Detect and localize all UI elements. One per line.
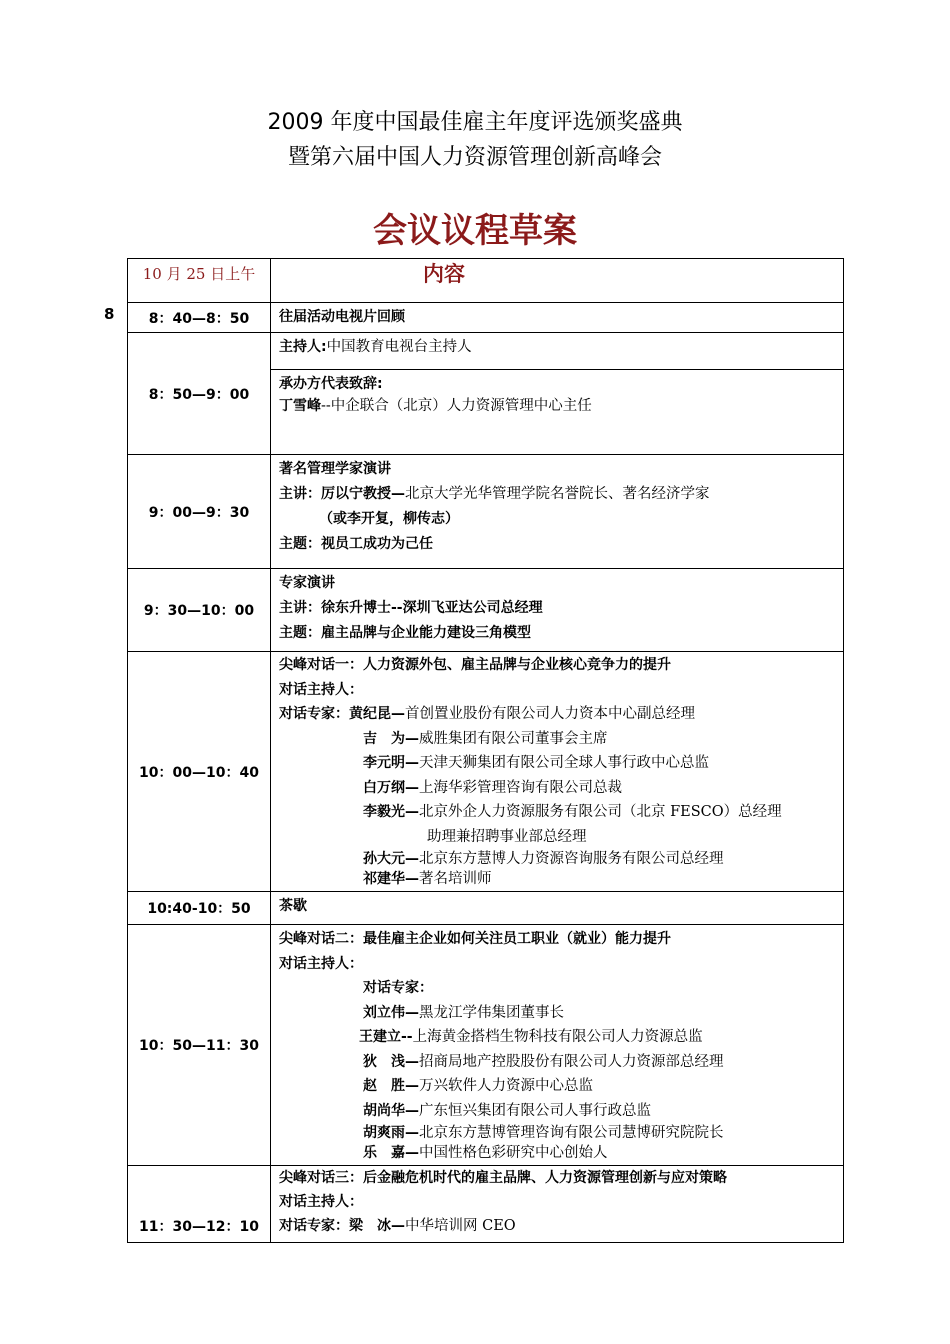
speech-label: 承办方代表致辞: bbox=[279, 376, 383, 392]
expert-desc: 中华培训网 CEO bbox=[405, 1218, 516, 1234]
agenda-title: 会议议程草案 bbox=[373, 211, 577, 251]
expert-name: 狄 浅— bbox=[363, 1053, 419, 1070]
expert-desc: 万兴软件人力资源中心总监 bbox=[419, 1078, 593, 1094]
expert-desc: 招商局地产控股股份有限公司人力资源部总经理 bbox=[419, 1053, 724, 1070]
expert-desc: 上海华彩管理咨询有限公司总裁 bbox=[419, 779, 622, 796]
speaker-line: 主讲：徐东升博士--深圳飞亚达公司总经理 bbox=[279, 600, 543, 616]
speaker-name: 丁雪峰 bbox=[279, 398, 321, 414]
expert-desc: 黑龙江学伟集团董事长 bbox=[419, 1004, 564, 1021]
expert-name: 吉 为— bbox=[363, 730, 419, 747]
alternative-speakers: （或李开复，柳传志） bbox=[319, 511, 459, 527]
experts-label: 对话专家： bbox=[363, 980, 433, 996]
experts-label: 对话专家： bbox=[279, 706, 349, 722]
expert-name: 胡尚华— bbox=[363, 1102, 419, 1119]
agenda-table bbox=[127, 258, 844, 1243]
table-row bbox=[128, 455, 843, 569]
expert-desc: 北京外企人力资源服务有限公司（北京 FESCO）总经理 bbox=[419, 804, 782, 820]
time-cell: 8：40—8：50 bbox=[128, 303, 271, 332]
time-cell: 9：30—10：00 bbox=[128, 569, 271, 651]
document-title-line1: 2009 年度中国最佳雇主年度评选颁奖盛典 bbox=[267, 110, 683, 135]
expert-name: 胡爽雨— bbox=[363, 1125, 419, 1141]
experts-label: 对话专家：梁 冰— bbox=[279, 1218, 405, 1234]
document-title-line2: 暨第六届中国人力资源管理创新高峰会 bbox=[287, 145, 662, 170]
session-topic: 主题：视员工成功为己任 bbox=[279, 536, 433, 552]
expert-desc: 著名培训师 bbox=[419, 871, 492, 887]
speaker-label: 主讲：厉以宁教授— bbox=[279, 486, 405, 502]
expert-name: 李毅光— bbox=[363, 804, 419, 820]
session-title: 尖峰对话三：后金融危机时代的雇主品牌、人力资源管理创新与应对策略 bbox=[279, 1170, 727, 1186]
date-header: 10 月 25 日上午 bbox=[128, 259, 271, 302]
session-title: 著名管理学家演讲 bbox=[279, 461, 391, 477]
margin-number: 8 bbox=[104, 305, 115, 323]
table-header-row bbox=[128, 259, 843, 303]
expert-desc: 广东恒兴集团有限公司人事行政总监 bbox=[419, 1102, 651, 1119]
host-label: 对话主持人： bbox=[279, 1194, 363, 1210]
table-row bbox=[128, 652, 843, 892]
expert-desc: 北京东方慧博人力资源咨询服务有限公司总经理 bbox=[419, 851, 724, 867]
expert-name: 白万纲— bbox=[363, 779, 419, 796]
expert-desc: 上海黄金搭档生物科技有限公司人力资源总监 bbox=[412, 1029, 703, 1045]
host-name: 中国教育电视台主持人 bbox=[326, 339, 472, 355]
session-title: 往届活动电视片回顾 bbox=[279, 309, 405, 325]
time-cell: 9：00—9：30 bbox=[128, 455, 271, 568]
table-row bbox=[128, 333, 843, 455]
session-title: 尖峰对话二：最佳雇主企业如何关注员工职业（就业）能力提升 bbox=[279, 931, 671, 947]
expert-name: 李元明— bbox=[363, 755, 419, 771]
expert-name: 祁建华— bbox=[363, 871, 419, 887]
table-row bbox=[128, 1166, 843, 1242]
expert-desc: 威胜集团有限公司董事会主席 bbox=[419, 730, 608, 747]
session-title: 专家演讲 bbox=[279, 575, 335, 591]
table-row bbox=[128, 925, 843, 1166]
time-cell: 10：00—10：40 bbox=[128, 652, 271, 891]
session-title: 茶歇 bbox=[279, 898, 307, 914]
expert-name: 黄纪昆— bbox=[349, 706, 405, 722]
expert-name: 赵 胜— bbox=[363, 1078, 419, 1094]
table-row bbox=[128, 303, 843, 333]
expert-name: 孙大元— bbox=[363, 851, 419, 867]
time-cell: 8：50—9：00 bbox=[128, 333, 271, 454]
host-label: 对话主持人： bbox=[279, 681, 363, 698]
host-label: 主持人: bbox=[279, 339, 327, 355]
expert-name: 乐 嘉— bbox=[363, 1145, 419, 1161]
content-header: 内容 bbox=[423, 261, 465, 286]
time-cell: 10:40-10：50 bbox=[128, 892, 271, 924]
table-row bbox=[128, 892, 843, 925]
table-row bbox=[128, 569, 843, 652]
expert-desc: 助理兼招聘事业部总经理 bbox=[427, 828, 587, 845]
expert-desc: 北京东方慧博管理咨询有限公司慧博研究院院长 bbox=[419, 1125, 724, 1141]
speaker-desc: --中企联合（北京）人力资源管理中心主任 bbox=[321, 398, 592, 414]
expert-name: 王建立-- bbox=[359, 1029, 413, 1045]
time-cell: 11：30—12：10 bbox=[128, 1166, 271, 1242]
speaker-desc: 北京大学光华管理学院名誉院长、著名经济学家 bbox=[405, 486, 710, 502]
time-cell: 10：50—11：30 bbox=[128, 925, 271, 1165]
session-topic: 主题：雇主品牌与企业能力建设三角模型 bbox=[279, 625, 531, 641]
expert-desc: 首创置业股份有限公司人力资本中心副总经理 bbox=[405, 706, 695, 722]
expert-desc: 天津天狮集团有限公司全球人事行政中心总监 bbox=[419, 755, 709, 771]
session-title: 尖峰对话一：人力资源外包、雇主品牌与企业核心竞争力的提升 bbox=[279, 657, 671, 673]
host-label: 对话主持人： bbox=[279, 955, 363, 972]
expert-name: 刘立伟— bbox=[363, 1004, 419, 1021]
expert-desc: 中国性格色彩研究中心创始人 bbox=[419, 1145, 608, 1161]
